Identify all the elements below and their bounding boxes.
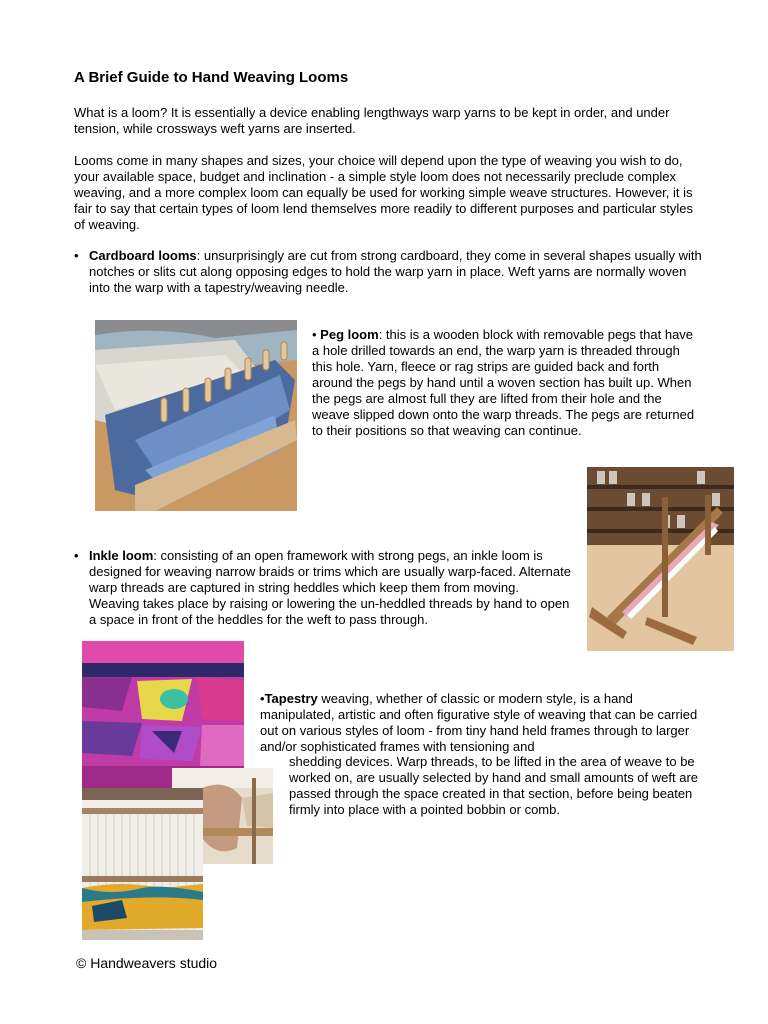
- cardboard-loom-text: : unsurprisingly are cut from strong cardboard, they come in several shapes usually with notches or slits cut along opposing edges to hold the warp yarn in place. Weft yarns are normally woven into the warp with a tapestry/weaving needle.: [89, 248, 702, 295]
- peg-loom-photo: [95, 320, 297, 511]
- tapestry-item-continued: shedding devices. Warp threads, to be lifted in the area of weave to be worked on, are usually selected by hand and small amounts of weft are passed through the space created in that section, before being beaten firmly into place with a pointed bobbin or comb.: [289, 754, 699, 817]
- bullet: •: [260, 691, 265, 706]
- cardboard-loom-item: [74, 248, 704, 296]
- inkle-loom-text: : consisting of an open framework with strong pegs, an inkle loom is designed for weaving narrow braids or trims which are usually warp-faced. Alternate warp threads are captured in string heddles which keep them from moving. Weaving takes place by raising or lowering the un-heddled threads by hand to open a space in front of the heddles for the weft to pass through.: [89, 548, 571, 627]
- inkle-loom-term: Inkle loom: [89, 548, 154, 563]
- inkle-loom-photo: [587, 467, 734, 651]
- inkle-loom-item: [74, 548, 571, 628]
- peg-loom-item: [312, 327, 700, 439]
- tapestry-photo-3: [82, 788, 203, 940]
- bullet: •: [74, 548, 79, 563]
- peg-loom-term: Peg loom: [320, 327, 379, 342]
- page-title: A Brief Guide to Hand Weaving Looms: [74, 69, 349, 86]
- tapestry-photo-1: [82, 641, 244, 788]
- peg-loom-text: : this is a wooden block with removable pegs that have a hole drilled towards an end, the warp yarn is threaded through this hole. Yarn, fleece or rag strips are guided back and forth around the pegs by hand until a woven section has built up. When the pegs are almost full they are lifted from their hole and the weave slipped down onto the warp threads. The pegs are returned to their positions so that weaving can continue.: [312, 327, 695, 438]
- intro-paragraph-1: What is a loom? It is essentially a device enabling lengthways warp yarns to be kept in order, and under tension, while crossways weft yarns are inserted.: [74, 105, 670, 136]
- bullet: •: [312, 327, 321, 342]
- intro-paragraph-2: Looms come in many shapes and sizes, your choice will depend upon the type of weaving you wish to do, your available space, budget and inclination - a simple style loom does not necessarily preclude complex weaving, and a more complex loom can equally be used for working simple weave structures. However, it is fair to say that certain types of loom lend themselves more readily to different purposes and particular styles of weaving.: [74, 153, 694, 232]
- cardboard-loom-term: Cardboard looms: [89, 248, 197, 263]
- copyright-footer: © Handweavers studio: [76, 955, 218, 971]
- tapestry-term: Tapestry: [264, 691, 318, 706]
- tapestry-text-a: weaving, whether of classic or modern style, is a hand manipulated, artistic and often figurative style of weaving that can be carried out on various styles of loom - from tiny hand held frames through to larger and/or sophisticated frames with tensioning and: [260, 691, 698, 754]
- bullet: •: [74, 248, 79, 263]
- tapestry-item: [260, 691, 700, 755]
